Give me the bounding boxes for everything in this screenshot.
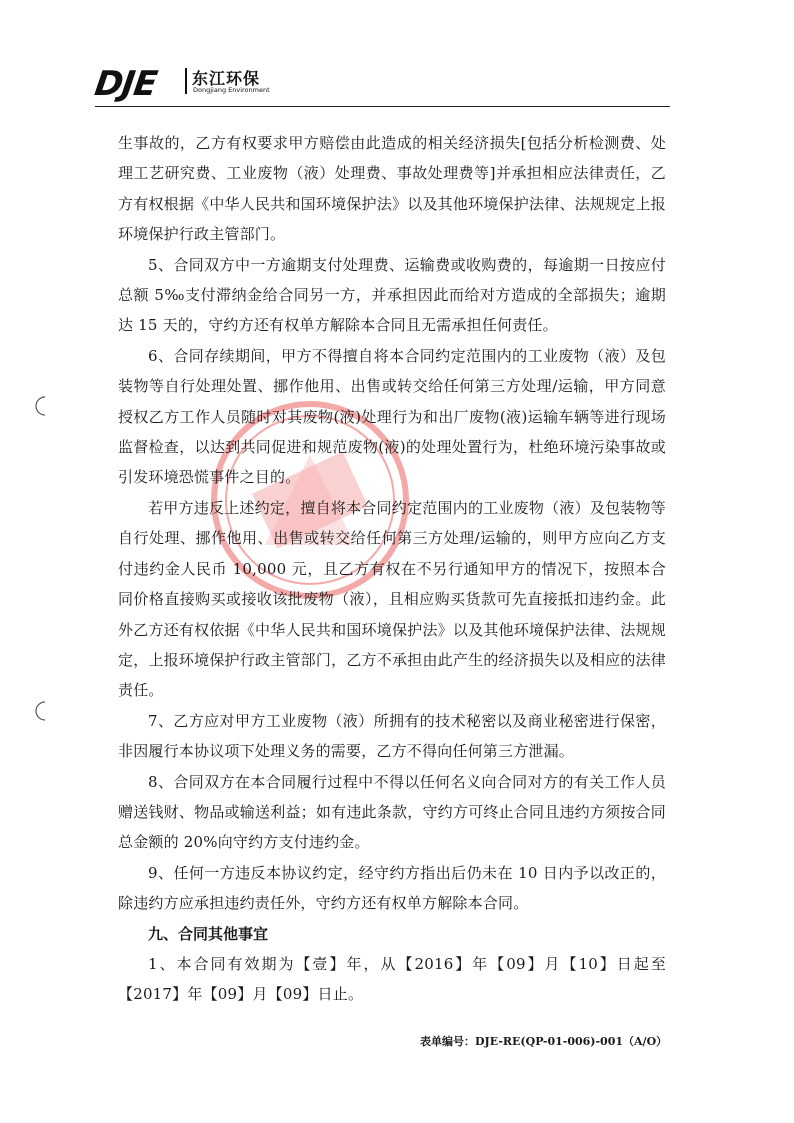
clause-8: 8、合同双方在本合同履行过程中不得以任何名义向合同对方的有关工作人员赠送钱财、物品或输送利益；如有违此条款，守约方可终止合同且违约方须按合同总金额的 20%向守约方支付违约金。: [118, 772, 666, 852]
clause-6-breach: 若甲方违反上述约定，擅自将本合同约定范围内的工业废物（液）及包装物等自行处理、挪作他用、出售或转交给任何第三方处理/运输的，则甲方应向乙方支付违约金人民币 10,000 元，且乙方有权在不另行通知甲方的情况下，按照本合同价格直接购买或接收该批废物（液），且相应购买货款可先直接抵扣违约金。此外乙方还有权依据《中华人民共和国环境保护法》以及其他环境保护法律、法规规定，上报环境保护行政主管部门，乙方不承担由此产生的经济损失以及相应的法律责任。: [118, 498, 666, 700]
punch-hole-icon: [30, 395, 48, 417]
logo-divider: [185, 68, 187, 94]
punch-hole-icon: [30, 700, 48, 722]
clause-5: 5、合同双方中一方逾期支付处理费、运输费或收购费的，每逾期一日按应付总额 5‰支付滞纳金给合同另一方，并承担因此而给对方造成的全部损失；逾期达 15 天的，守约方还有权单方解除本合同且无需承担任何责任。: [118, 255, 666, 335]
header-rule: [95, 106, 670, 107]
clause-9: 9、任何一方违反本协议约定，经守约方指出后仍未在 10 日内予以改正的，除违约方应承担违约责任外，守约方还有权单方解除本合同。: [118, 863, 666, 913]
clause-6: 6、合同存续期间，甲方不得擅自将本合同约定范围内的工业废物（液）及包装物等自行处理处置、挪作他用、出售或转交给任何第三方处理/运输，甲方同意授权乙方工作人员随时对其废物(液)处理行为和出厂废物(液)运输车辆等进行现场监督检查，以达到共同促进和规范废物(液)的处理处置行为，杜绝环境污染事故或引发环境恐慌事件之目的。: [118, 346, 666, 487]
logo-icon: DJE: [92, 64, 159, 104]
form-number: 表单编号：DJE-RE(QP-01-006)-001（A/O）: [420, 1035, 668, 1048]
paragraph: 生事故的，乙方有权要求甲方赔偿由此造成的相关经济损失[包括分析检测费、处理工艺研究费、工业废物（液）处理费、事故处理费等]并承担相应法律责任，乙方有权根据《中华人民共和国环境保护法》以及其他环境保护法律、法规规定上报环境保护行政主管部门。: [118, 134, 666, 244]
letterhead: [92, 62, 670, 112]
contract-body: [118, 128, 666, 1010]
section-title: 九、合同其他事宜: [148, 924, 269, 943]
validity-clause: 1、本合同有效期为【壹】年，从【2016】年【09】月【10】日起至【2017】年【09】月【09】日止。: [118, 954, 666, 1004]
company-name-cn: 东江环保: [192, 69, 261, 88]
clause-7: 7、乙方应对甲方工业废物（液）所拥有的技术秘密以及商业秘密进行保密，非因履行本协议项下处理义务的需要，乙方不得向任何第三方泄漏。: [118, 711, 666, 761]
company-name-en: Dongjiang Environment: [193, 86, 270, 94]
